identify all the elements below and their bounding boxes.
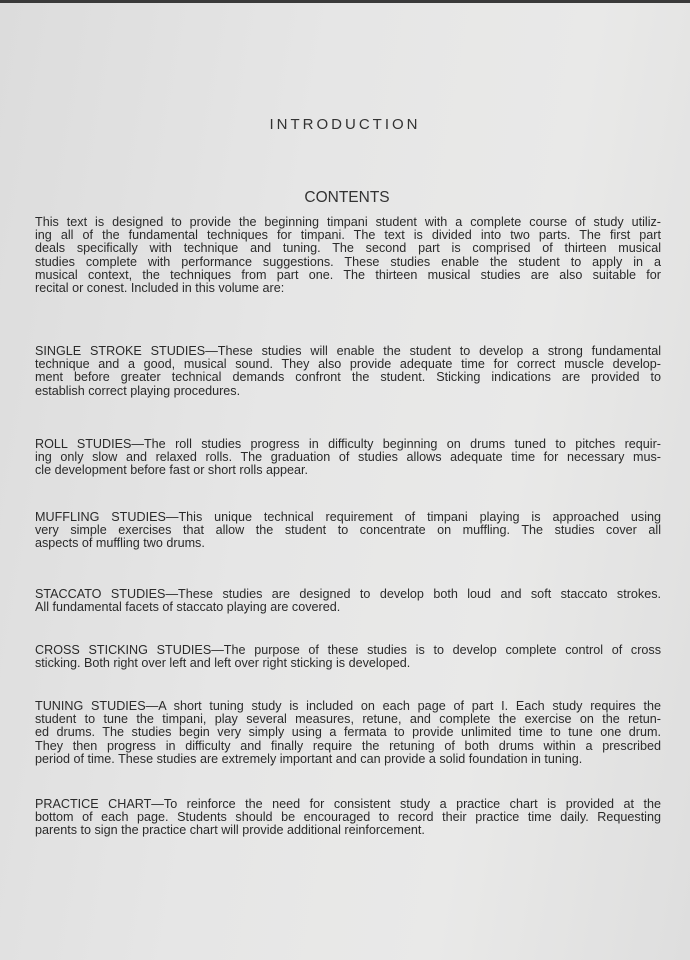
text-line: TUNING STUDIES—A short tuning study is included on each page of part I. Each study requires the (35, 699, 661, 713)
text-line: recital or conest. Included in this volume are: (35, 281, 285, 296)
text-line: ment before greater technical demands confront the student. Sticking indications are provided to (35, 370, 661, 385)
text-line: PRACTICE CHART—To reinforce the need for consistent study a practice chart is provided at the (35, 797, 661, 811)
page-top-edge (0, 0, 690, 3)
text-line: This text is designed to provide the beginning timpani student with a complete course of study utiliz- (35, 215, 661, 229)
paragraph-staccato-studies (35, 588, 661, 614)
text-line: ing only slow and relaxed rolls. The graduation of studies allows adequate time for necessary mus- (35, 450, 661, 465)
paragraph-intro (35, 216, 661, 295)
paragraph-muffling-studies (35, 511, 661, 551)
text-line: very simple exercises that allow the student to concentrate on muffling. The studies cover all (35, 523, 661, 538)
text-line: cle development before fast or short rolls appear. (35, 463, 309, 478)
text-line: period of time. These studies are extremely important and can provide a solid foundation in tuning. (35, 751, 583, 766)
text-line: technique and a good, musical sound. They also provide adequate time for correct muscle develop- (35, 357, 661, 372)
text-line: ing all of the fundamental techniques for timpani. The text is divided into two parts. The first part (35, 228, 661, 243)
page-title: INTRODUCTION (269, 116, 421, 133)
text-line: establish correct playing procedures. (35, 383, 241, 398)
paragraph-cross-sticking-studies (35, 644, 661, 670)
paragraph-single-stroke-studies (35, 345, 661, 398)
text-line: bottom of each page. Students should be encouraged to record their practice time daily. Requesting (35, 810, 661, 825)
text-line: SINGLE STROKE STUDIES—These studies will enable the student to develop a strong fundamental (35, 344, 661, 358)
text-line: ROLL STUDIES—The roll studies progress in difficulty beginning on drums tuned to pitches requir- (35, 437, 661, 451)
text-line: studies complete with performance suggestions. These studies enable the student to apply in a (35, 254, 661, 269)
contents-heading: CONTENTS (304, 189, 390, 206)
text-line: MUFFLING STUDIES—This unique technical requirement of timpani playing is approached using (35, 510, 661, 524)
text-line: All fundamental facets of staccato playing are covered. (35, 600, 341, 615)
text-line: student to tune the timpani, play several measures, retune, and complete the exercise on the retun- (35, 712, 661, 727)
paragraph-roll-studies (35, 438, 661, 478)
text-line: sticking. Both right over left and left over right sticking is developed. (35, 656, 411, 671)
text-line: CROSS STICKING STUDIES—The purpose of these studies is to develop complete control of cross (35, 643, 661, 657)
text-line: They then progress in difficulty and finally require the retuning of both drums within a prescribed (35, 738, 661, 753)
paragraph-tuning-studies (35, 700, 661, 766)
text-line: musical context, the techniques from part one. The thirteen musical studies are also suitable for (35, 267, 661, 282)
text-line: ed drums. The studies begin very simply using a fermata to provide unlimited time to tune one drum. (35, 725, 661, 740)
text-line: parents to sign the practice chart will provide additional reinforcement. (35, 823, 425, 838)
text-line: STACCATO STUDIES—These studies are designed to develop both loud and soft staccato strokes. (35, 587, 661, 601)
text-line: aspects of muffling two drums. (35, 536, 205, 551)
paragraph-practice-chart (35, 798, 661, 838)
text-line: deals specifically with technique and tuning. The second part is comprised of thirteen musical (35, 241, 661, 256)
